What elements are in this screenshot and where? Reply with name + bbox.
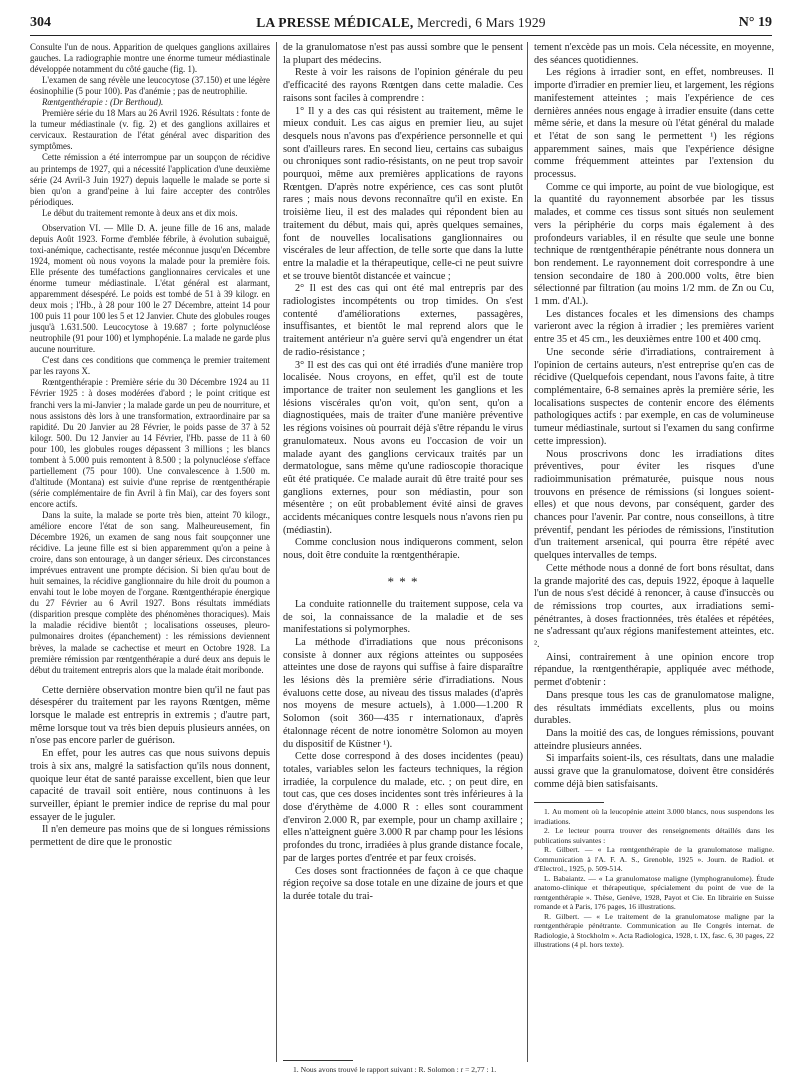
header-rule [30, 35, 772, 36]
footnote-rule [283, 1060, 353, 1061]
publication-name: LA PRESSE MÉDICALE, [256, 15, 414, 30]
paragraph: Les distances focales et les dimensions des champs varieront avec la région à irradier ; les premières varient entre 35 et 45 cm., les deuxièmes entre 100 et 400 cmq. [534, 308, 774, 346]
paragraph: 1° Il y a des cas qui résistent au traitement, même le mieux conduit. Les cas aigus en premier lieu, au sujet desquels nous n'avons pas d'expérience personnelle et qui sont d'ailleurs rares. En second lieu, certains cas subaigus ou chroniques sont radio-résistants, on ne peut trop savoir pourquoi, même aux premières applications de rayons Rœntgen. D'après notre expérience, ces cas sont plutôt rares ; mais nous devons reconnaître qu'il en existe. En troisième lieu, il est des malades qui répondent bien au traitement du début, mais qui, après quelques semaines, font de nouvelles localisations ganglionnaires ou viscérales de leur affection, de telle sorte que dans la lutte entre la maladie et la thérapeutique, celle-ci ne peut suivre et se trouve bientôt distancée et vaincue ; [283, 105, 523, 282]
footnote-reference: L. Babaiantz. — « La granulomatose maligne (lymphogranulome). Étude anatomo-clinique et thérapeutique, spécialement du point de vue de la rœntgenthérapie ». Thèse, Genève, 1928, Payot et Cie. En librairie en Suisse romande et à Paris, 176 pages, 16 illustrations. [534, 873, 774, 911]
page-header [30, 13, 772, 33]
paragraph: En effet, pour les autres cas que nous suivons depuis trois à six ans, malgré la satisfaction qu'ils nous donnent, quoique leur état de santé paraisse excellent, bien que leur capacité de travail soit entière, nous continuons à les surveiller, épiant le premier indice de reprise du mal pour essayer de le juguler. [30, 748, 270, 823]
paragraph: Il n'en demeure pas moins que de si longues rémissions permettent de dire que le pronostic [30, 824, 270, 849]
paragraph: Cette rémission a été interrompue par un soupçon de récidive au printemps de 1927, qui a nécessité l'application d'une deuxième série (24 Avril-3 Juin 1927) depuis laquelle le malade se porte si bien qu'on a grand'peine à lui faire accepter des contrôles périodiques. [30, 152, 270, 207]
footnote-reference: R. Gilbert. — « La rœntgenthérapie de la granulomatose maligne. Communication à l'A. F. A. S., Grenoble, 1925 ». Journ. de Radiol. et d'Electrol., 1925, p. 509-514. [534, 845, 774, 873]
paragraph: Dans presque tous les cas de granulomatose maligne, des résultats immédiats excellents, plus ou moins durables. [534, 689, 774, 727]
column-1 [30, 42, 270, 850]
running-title [30, 15, 772, 31]
issue-date: Mercredi, 6 Mars 1929 [417, 15, 546, 30]
paragraph: Comme conclusion nous indiquerons comment, selon nous, doit être conduite la rœntgenthérapie. [283, 537, 523, 562]
column-divider [527, 42, 528, 1062]
footnote-rule [534, 802, 604, 803]
footnote-reference: R. Gilbert. — « Le traitement de la granulomatose maligne par la rœntgenthérapie pénétrante. Communication au IIe Congrès internat. de Radiologie, à Stockholm ». Acta Radiologica, 1928, t. IX, fasc. 6, 30 pages, 22 illustrations (4 pl. hors texte). [534, 911, 774, 949]
paragraph: de la granulomatose n'est pas aussi sombre que le pensent la plupart des médecins. [283, 42, 523, 66]
footnote: 2. Le lecteur pourra trouver des renseignements détaillés dans les publications suivantes : [534, 826, 774, 845]
issue-number: N° 19 [738, 15, 772, 30]
paragraph: Reste à voir les raisons de l'opinion générale du peu d'efficacité des rayons Rœntgen dans cette maladie. Ces raisons sont faciles à comprendre : [283, 67, 523, 104]
footnote: 1. Nous avons trouvé le rapport suivant : R. Solomon : r = 2,77 : 1. [293, 1065, 497, 1074]
paragraph: Ainsi, contrairement à une opinion encore trop répandue, la rœntgenthérapie, appliquée avec méthode, permet d'obtenir : [534, 651, 774, 689]
paragraph: Si imparfaits soient-ils, ces résultats, dans une maladie aussi grave que la granulomatose, doivent être considérés comme déjà bien satisfaisants. [534, 753, 774, 790]
paragraph: La conduite rationnelle du traitement suppose, cela va de soi, la connaissance de la maladie et de ses manifestations si polymorphes. [283, 598, 523, 636]
paragraph: Dans la moitié des cas, de longues rémissions, pouvant atteindre plusieurs années. [534, 727, 774, 752]
paragraph: C'est dans ces conditions que commença le premier traitement par les rayons X. [30, 355, 270, 377]
paragraph: Consulte l'un de nous. Apparition de quelques ganglions axillaires gauches. La radiographie montre une énorme tumeur médiastinale développée notamment du côté gauche (fig. 1). [30, 42, 270, 75]
column-divider [276, 42, 277, 1062]
observation-heading-paragraph: Observation VI. — Mlle D. A. jeune fille de 16 ans, malade depuis Août 1923. Forme d'emblée fébrile, à évolution subaiguë, toxi-anémique, cachectisante, restée méconnue jusqu'en Décembre 1924, moment où nous voyons la malade pour la première fois. Elle présente des tuméfactions ganglionnaires cervicales et une énorme tumeur médiastinale. L'état général est alarmant, apparemment désespéré. Le poids est tombé de 51 à 39 kilogr. en deux mois ; l'Hb., à 28 pour 100 le 27 Décembre, atteint 14 pour 100 puis 11 pour 100 les 5 et 12 Janvier. Chute des globules rouges jusqu'à 1.631.500. Leucocytose à 19.687 ; forte polynucléose neutrophile (91 pour 100) et lymphopénie. La malade ne garde plus aucune nourriture. [30, 222, 270, 355]
paragraph: Les régions à irradier sont, en effet, nombreuses. Il importe d'irradier en premier lieu, et largement, les régions manifestement atteintes ; mais l'expérience de ces dernières années nous engage à irradier ensuite (dans cette même série, et dans la mesure où l'état général du malade et l'état de son sang le permettent ¹) les régions apparemment saines, mais que l'expérience désigne comme fréquemment atteintes par l'extension du processus. [534, 67, 774, 181]
paragraph: 2° Il est des cas qui ont été mal entrepris par des radiologistes incompétents ou trop timides. On s'est contenté d'améliorations externes, passagères, insuffisantes, et bientôt le mal reprend alors que le traitement antérieur n'a guère servi qu'à engendrer un état de radio-résistance ; [283, 283, 523, 358]
section-separator: * * * [387, 573, 419, 589]
paragraph: Rœntgenthérapie : Première série du 30 Décembre 1924 au 11 Février 1925 : à doses modérées d'abord ; le point critique est franchi vers la mi-Janvier ; la malade garde un peu de nourriture, et nous assistons dès lors à une transformation, extraordinaire par sa rapidité. Du 20 Janvier au 28 Février, le poids passe de 37 à 52 kilogr. 500. Du 12 Janvier au 14 Février, l'Hb. passe de 11 à 60 pour 100, les globules rouges dépassent 3 millions ; les blancs tombent à 5.000 puis remontent à 8.500 ; la polynucléose s'efface partiellement (75 pour 100). Une convalescence à 1.500 m. d'altitude (Montana) est suivie d'une reprise de rœntgenthérapie (série complémentaire de fin Avril à fin Mai), car des foyers sont encore actifs. [30, 377, 270, 509]
paragraph: Première série du 18 Mars au 26 Avril 1926. Résultats : fonte de la tumeur médiastinale (v. fig. 2) et des ganglions axillaires et cervicaux. Restauration de l'état général avec disparition des symptômes. [30, 108, 270, 152]
paragraph: Comme ce qui importe, au point de vue biologique, est la quantité du rayonnement absorbée par les tissus malades, et comme ces tissus sont situés non seulement vers la périphérie du corps mais également à des profondeurs variables, il en résulte que seule une bonne technique de rœntgenthérapie pénétrante nous donnera un bon rendement. Le rayonnement doit correspondre à une tension secondaire de 180 à 200.000 volts, être bien sélectionné par filtration (au moins 1/2 mm. de Zn ou Cu, 1 mm. d'Al.). [534, 181, 774, 308]
paragraph: La méthode d'irradiations que nous préconisons consiste à donner aux régions atteintes ou supposées atteintes une dose de rayons qui suffise à faire disparaître les lésions dès la première série d'irradiations. Nous évaluons cette dose, au niveau des tissus malades (d'après nos moyens de mesure actuels), à 1.000—1.200 R Solomon (soit 360—435 r internationaux, d'après étalonnage récent de notre ionomètre Solomon au moyen du dispositif de Küstner ¹). [283, 636, 523, 750]
column-3 [534, 42, 774, 949]
footnote: 1. Au moment où la leucopénie atteint 3.000 blancs, nous suspendons les irradiations. [534, 807, 774, 826]
footnotes [283, 1052, 523, 1075]
paragraph: Cette méthode nous a donné de fort bons résultat, dans la grande majorité des cas, depuis 1922, époque à laquelle l'un de nous s'est décidé à renoncer, à cause d'insuccès ou de rémissions trop courtes, aux irradiations semi-pénétrantes, à doses fractionnées, très étalées et répétées, ne s'adressant qu'aux régions manifestement atteintes, etc. ². [534, 562, 774, 651]
paragraph: tement n'excède pas un mois. Cela nécessite, en moyenne, des séances quotidiennes. [534, 42, 774, 66]
paragraph: L'examen de sang révèle une leucocytose (37.150) et une légère éosinophilie (5 pour 100). Pas d'anémie ; pas de neutrophilie. [30, 75, 270, 97]
page-number: 304 [30, 15, 51, 30]
paragraph: Rœntgenthérapie : (Dr Berthoud). [42, 97, 164, 108]
paragraph: Dans la suite, la malade se porte très bien, atteint 70 kilogr., améliore encore l'état de son sang. Malheureusement, fin Décembre 1926, un examen de sang nous fait soupçonner une récidive. La jeune fille est si bien apparemment qu'on a peine à croire, dans son entourage, à un danger sérieux. Des circonstances imprévues entravent une prompte décision. Si bien qu'au bout de huit semaines, la récidive ganglionnaire du hile droit du poumon a envahi tout le lobe moyen de l'organe. Rœntgenthérapie énergique du 27 Février au 6 Avril 1927. Bons résultats immédiats (disparition presque complète des phénomènes thoraciques). Mais la maladie récidive bientôt ; localisations osseuses, pleuro-pulmonaires droites (épanchement) : les rémissions deviennent brèves, la malade se cachectise et meurt en Octobre 1928. La première rémission par rœntgenthérapie a duré deux ans depuis le début du traitement entrepris alors que la malade était moribonde. [30, 509, 270, 675]
column-2 [283, 42, 523, 1074]
paragraph: 3° Il est des cas qui ont été irradiés d'une manière trop localisée. Nous croyons, en effet, qu'il est de toute importance de traiter non seulement les ganglions et les lésions viscérales qu'on voit, qu'on sent, qu'on a diagnostiquées, mais de traiter d'une manière préventive les régions voisines où pourrait déjà s'être répandu le virus granulomateux. Nous avons eu l'occasion de voir un malade ayant des ganglions cervicaux traités par un dermatologue, sans même qu'une radioscopie thoracique eût été pratiquée. Ce malade aurait dû être traité pour ses ganglions externes, pour son médiastin, pour son mésentère ; on eût probablement évité ainsi de graves accidents mécaniques contre lesquels nous n'avons rien pu (médiastin). [283, 359, 523, 536]
paragraph: Nous proscrivons donc les irradiations dites préventives, pour éviter les risques d'une radioimmunisation prématurée, puisque nous nous trouvons en présence de rémissions (si longues soient-elles) et que nous devons, par conséquent, garder des chances pour l'avenir. Par contre, nous conseillons, à titre préventif, pendant les périodes de rémissions, l'institution d'un traitement arsenical, qui pourra être répété avec quelques intervalles de temps. [534, 448, 774, 562]
paragraph: Cette dernière observation montre bien qu'il ne faut pas désespérer du traitement par les rayons Rœntgen, même lorsque le malade est entrepris in extremis ; d'autre part, même lorsque tout va très bien depuis plusieurs années, on n'ose pas encore parler de guérison. [30, 684, 270, 747]
paragraph: Une seconde série d'irradiations, contrairement à l'opinion de certains auteurs, n'est entreprise qu'en cas de récidive (Quelquefois cependant, nous l'avons faite, à titre complémentaire, 6-8 semaines après la première série, les localisations suspectes de contenir encore des éléments pathologiques actifs : par exemple, en cas de volumineuse tumeur médiastinale, surtout si l'examen du sang confirme cette impression). [534, 346, 774, 447]
paragraph: Cette dose correspond à des doses incidentes (peau) totales, variables selon les facteurs techniques, la région irradiée, la corpulence du malade, etc. ; on peut dire, en tout cas, que ces doses incidentes sont très inférieures à la dose d'érythème de 4.000 R : elles sont couramment d'environ 2.000 R, par exemple, pour un champ axillaire ; elles n'atteignent guère 3.000 R par champ pour les lésions profondes du tronc, irradiées à plus grande distance focale, par de larges portes d'entrée et par feux croisés. [283, 751, 523, 864]
paragraph: Ces doses sont fractionnées de façon à ce que chaque région reçoive sa dose totale en une dizaine de jours et que la durée totale du trai- [283, 865, 523, 902]
paragraph: Le début du traitement remonte à deux ans et dix mois. [42, 207, 238, 218]
footnotes [534, 794, 774, 950]
